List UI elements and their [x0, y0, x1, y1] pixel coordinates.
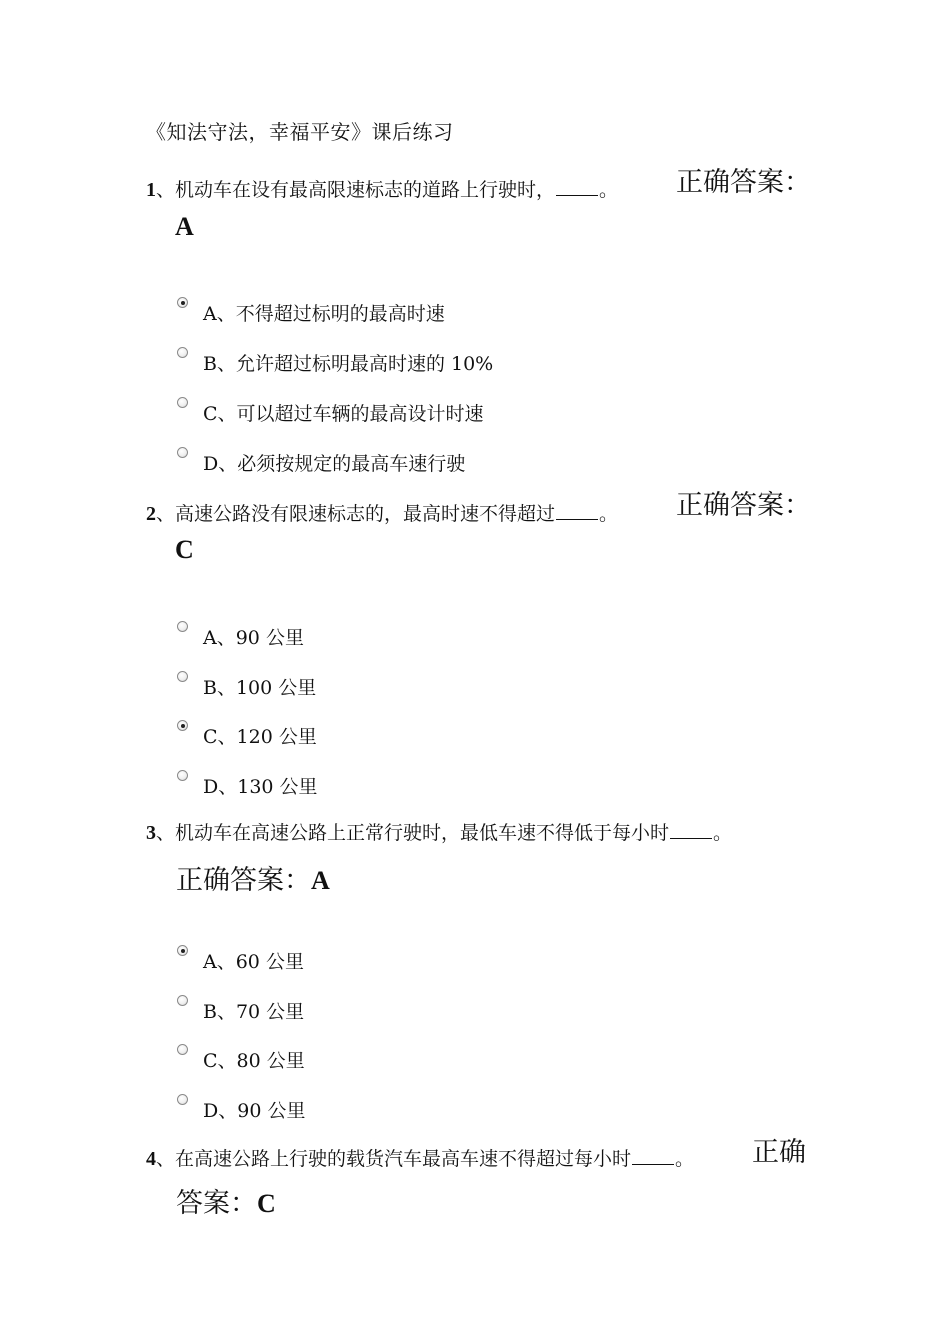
option-label: A、60 公里	[203, 951, 304, 973]
question-number: 4	[146, 1148, 156, 1170]
question-separator: 、	[156, 503, 176, 525]
correct-answer	[176, 1181, 276, 1220]
option-label: D、90 公里	[203, 1100, 306, 1122]
option-label: C、120 公里	[203, 726, 317, 748]
radio-button[interactable]	[177, 347, 188, 358]
option-label: A、90 公里	[203, 627, 304, 649]
answer-blank	[670, 837, 712, 839]
correct-answer-label-line1: 正确	[752, 1137, 806, 1168]
radio-button[interactable]	[177, 770, 188, 781]
radio-button[interactable]	[177, 720, 188, 731]
question-separator: 、	[156, 822, 176, 844]
question-text: 高速公路没有限速标志的，最高时速不得超过	[175, 503, 556, 525]
radio-button[interactable]	[177, 1094, 188, 1105]
question-number: 1	[146, 179, 156, 201]
correct-answer-value: A	[175, 212, 194, 241]
question-separator: 、	[156, 179, 176, 201]
correct-answer-value: A	[311, 866, 330, 895]
question-end: 。	[599, 503, 619, 525]
radio-button[interactable]	[177, 1044, 188, 1055]
question-end: 。	[675, 1148, 695, 1170]
correct-answer-label: 正确答案：	[676, 490, 811, 521]
question-text: 机动车在设有最高限速标志的道路上行驶时，	[175, 179, 556, 201]
option-label: B、允许超过标明最高时速的 10%	[203, 353, 494, 375]
page-title: 《知法守法，幸福平安》课后练习	[146, 120, 454, 144]
question-end: 。	[713, 822, 733, 844]
question-separator: 、	[156, 1148, 176, 1170]
correct-answer-value: C	[257, 1189, 276, 1218]
radio-button[interactable]	[177, 621, 188, 632]
question-number: 2	[146, 503, 156, 525]
question-4	[146, 1144, 694, 1171]
question-end: 。	[599, 179, 619, 201]
question-1	[146, 175, 618, 202]
option-label: D、必须按规定的最高车速行驶	[203, 453, 466, 475]
answer-blank	[556, 194, 598, 196]
question-text: 机动车在高速公路上正常行驶时，最低车速不得低于每小时	[175, 822, 670, 844]
option-label: C、80 公里	[203, 1050, 305, 1072]
correct-answer	[176, 858, 330, 897]
question-2	[146, 499, 618, 526]
option-label: B、100 公里	[203, 677, 317, 699]
correct-answer-value: C	[175, 535, 194, 564]
radio-button[interactable]	[177, 297, 188, 308]
radio-button[interactable]	[177, 945, 188, 956]
question-3	[146, 818, 732, 845]
option-label: C、可以超过车辆的最高设计时速	[203, 403, 484, 425]
correct-answer-label: 正确答案：	[176, 865, 311, 896]
radio-button[interactable]	[177, 995, 188, 1006]
radio-button[interactable]	[177, 447, 188, 458]
answer-blank	[556, 518, 598, 520]
correct-answer-label: 正确答案：	[676, 167, 811, 198]
answer-blank	[632, 1163, 674, 1165]
question-number: 3	[146, 822, 156, 844]
option-label: B、70 公里	[203, 1001, 305, 1023]
question-text: 在高速公路上行驶的载货汽车最高车速不得超过每小时	[175, 1148, 632, 1170]
radio-button[interactable]	[177, 671, 188, 682]
option-label: A、不得超过标明的最高时速	[203, 303, 445, 325]
option-label: D、130 公里	[203, 776, 318, 798]
correct-answer-label-line2: 答案：	[176, 1188, 257, 1219]
radio-button[interactable]	[177, 397, 188, 408]
